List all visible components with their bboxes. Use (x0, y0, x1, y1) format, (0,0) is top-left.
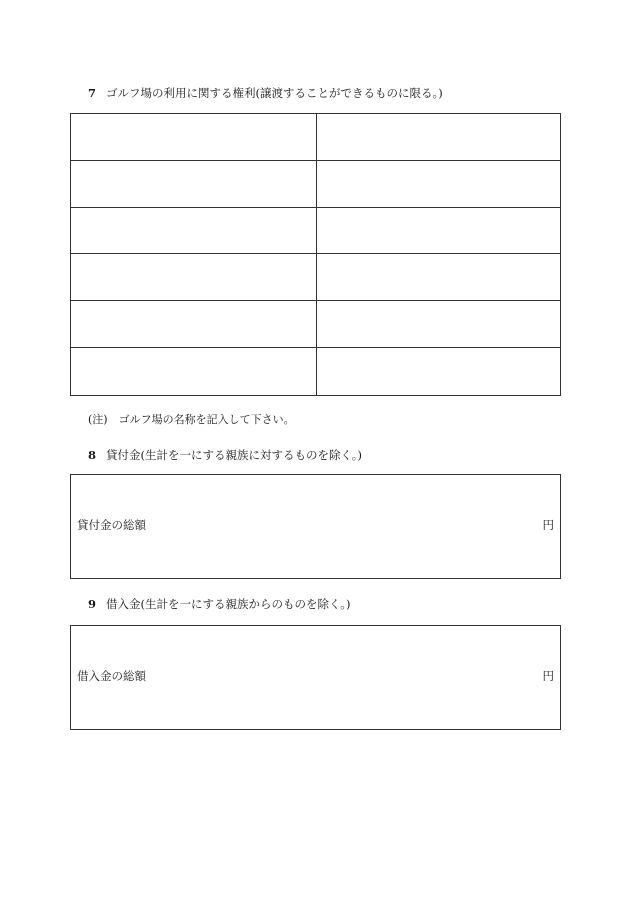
section-7-number: 7 (88, 86, 97, 100)
section-7-note: (注) ゴルフ場の名称を記入して下さい。 (88, 413, 295, 426)
section-8-title: 貸付金(生計を一にする親族に対するものを除く。) (106, 448, 362, 462)
loans-receivable-box[interactable] (70, 474, 561, 579)
section-9-title: 借入金(生計を一にする親族からのものを除く。) (106, 597, 351, 611)
golf-rights-cell-3-1[interactable] (71, 208, 317, 255)
loans-receivable-unit: 円 (542, 518, 554, 532)
golf-rights-cell-4-2[interactable] (317, 254, 560, 301)
golf-rights-table (70, 113, 561, 396)
golf-rights-cell-1-1[interactable] (71, 114, 317, 161)
section-8-number: 8 (88, 448, 97, 462)
golf-rights-cell-6-2[interactable] (317, 348, 560, 395)
section-7-heading (88, 85, 443, 101)
golf-rights-cell-6-1[interactable] (71, 348, 317, 395)
golf-rights-cell-3-2[interactable] (317, 208, 560, 255)
section-8-heading (88, 447, 362, 463)
golf-rights-cell-5-1[interactable] (71, 301, 317, 348)
section-9-number: 9 (88, 597, 97, 611)
golf-rights-cell-1-2[interactable] (317, 114, 560, 161)
golf-rights-cell-4-1[interactable] (71, 254, 317, 301)
loans-receivable-label: 貸付金の総額 (77, 518, 146, 532)
golf-rights-cell-2-2[interactable] (317, 161, 560, 208)
loans-payable-unit: 円 (542, 669, 554, 683)
loans-payable-box[interactable] (70, 625, 561, 730)
section-9-heading (88, 596, 351, 612)
loans-payable-label: 借入金の総額 (77, 669, 146, 683)
golf-rights-cell-5-2[interactable] (317, 301, 560, 348)
section-7-title: ゴルフ場の利用に関する権利(譲渡することができるものに限る。) (106, 86, 443, 100)
golf-rights-cell-2-1[interactable] (71, 161, 317, 208)
